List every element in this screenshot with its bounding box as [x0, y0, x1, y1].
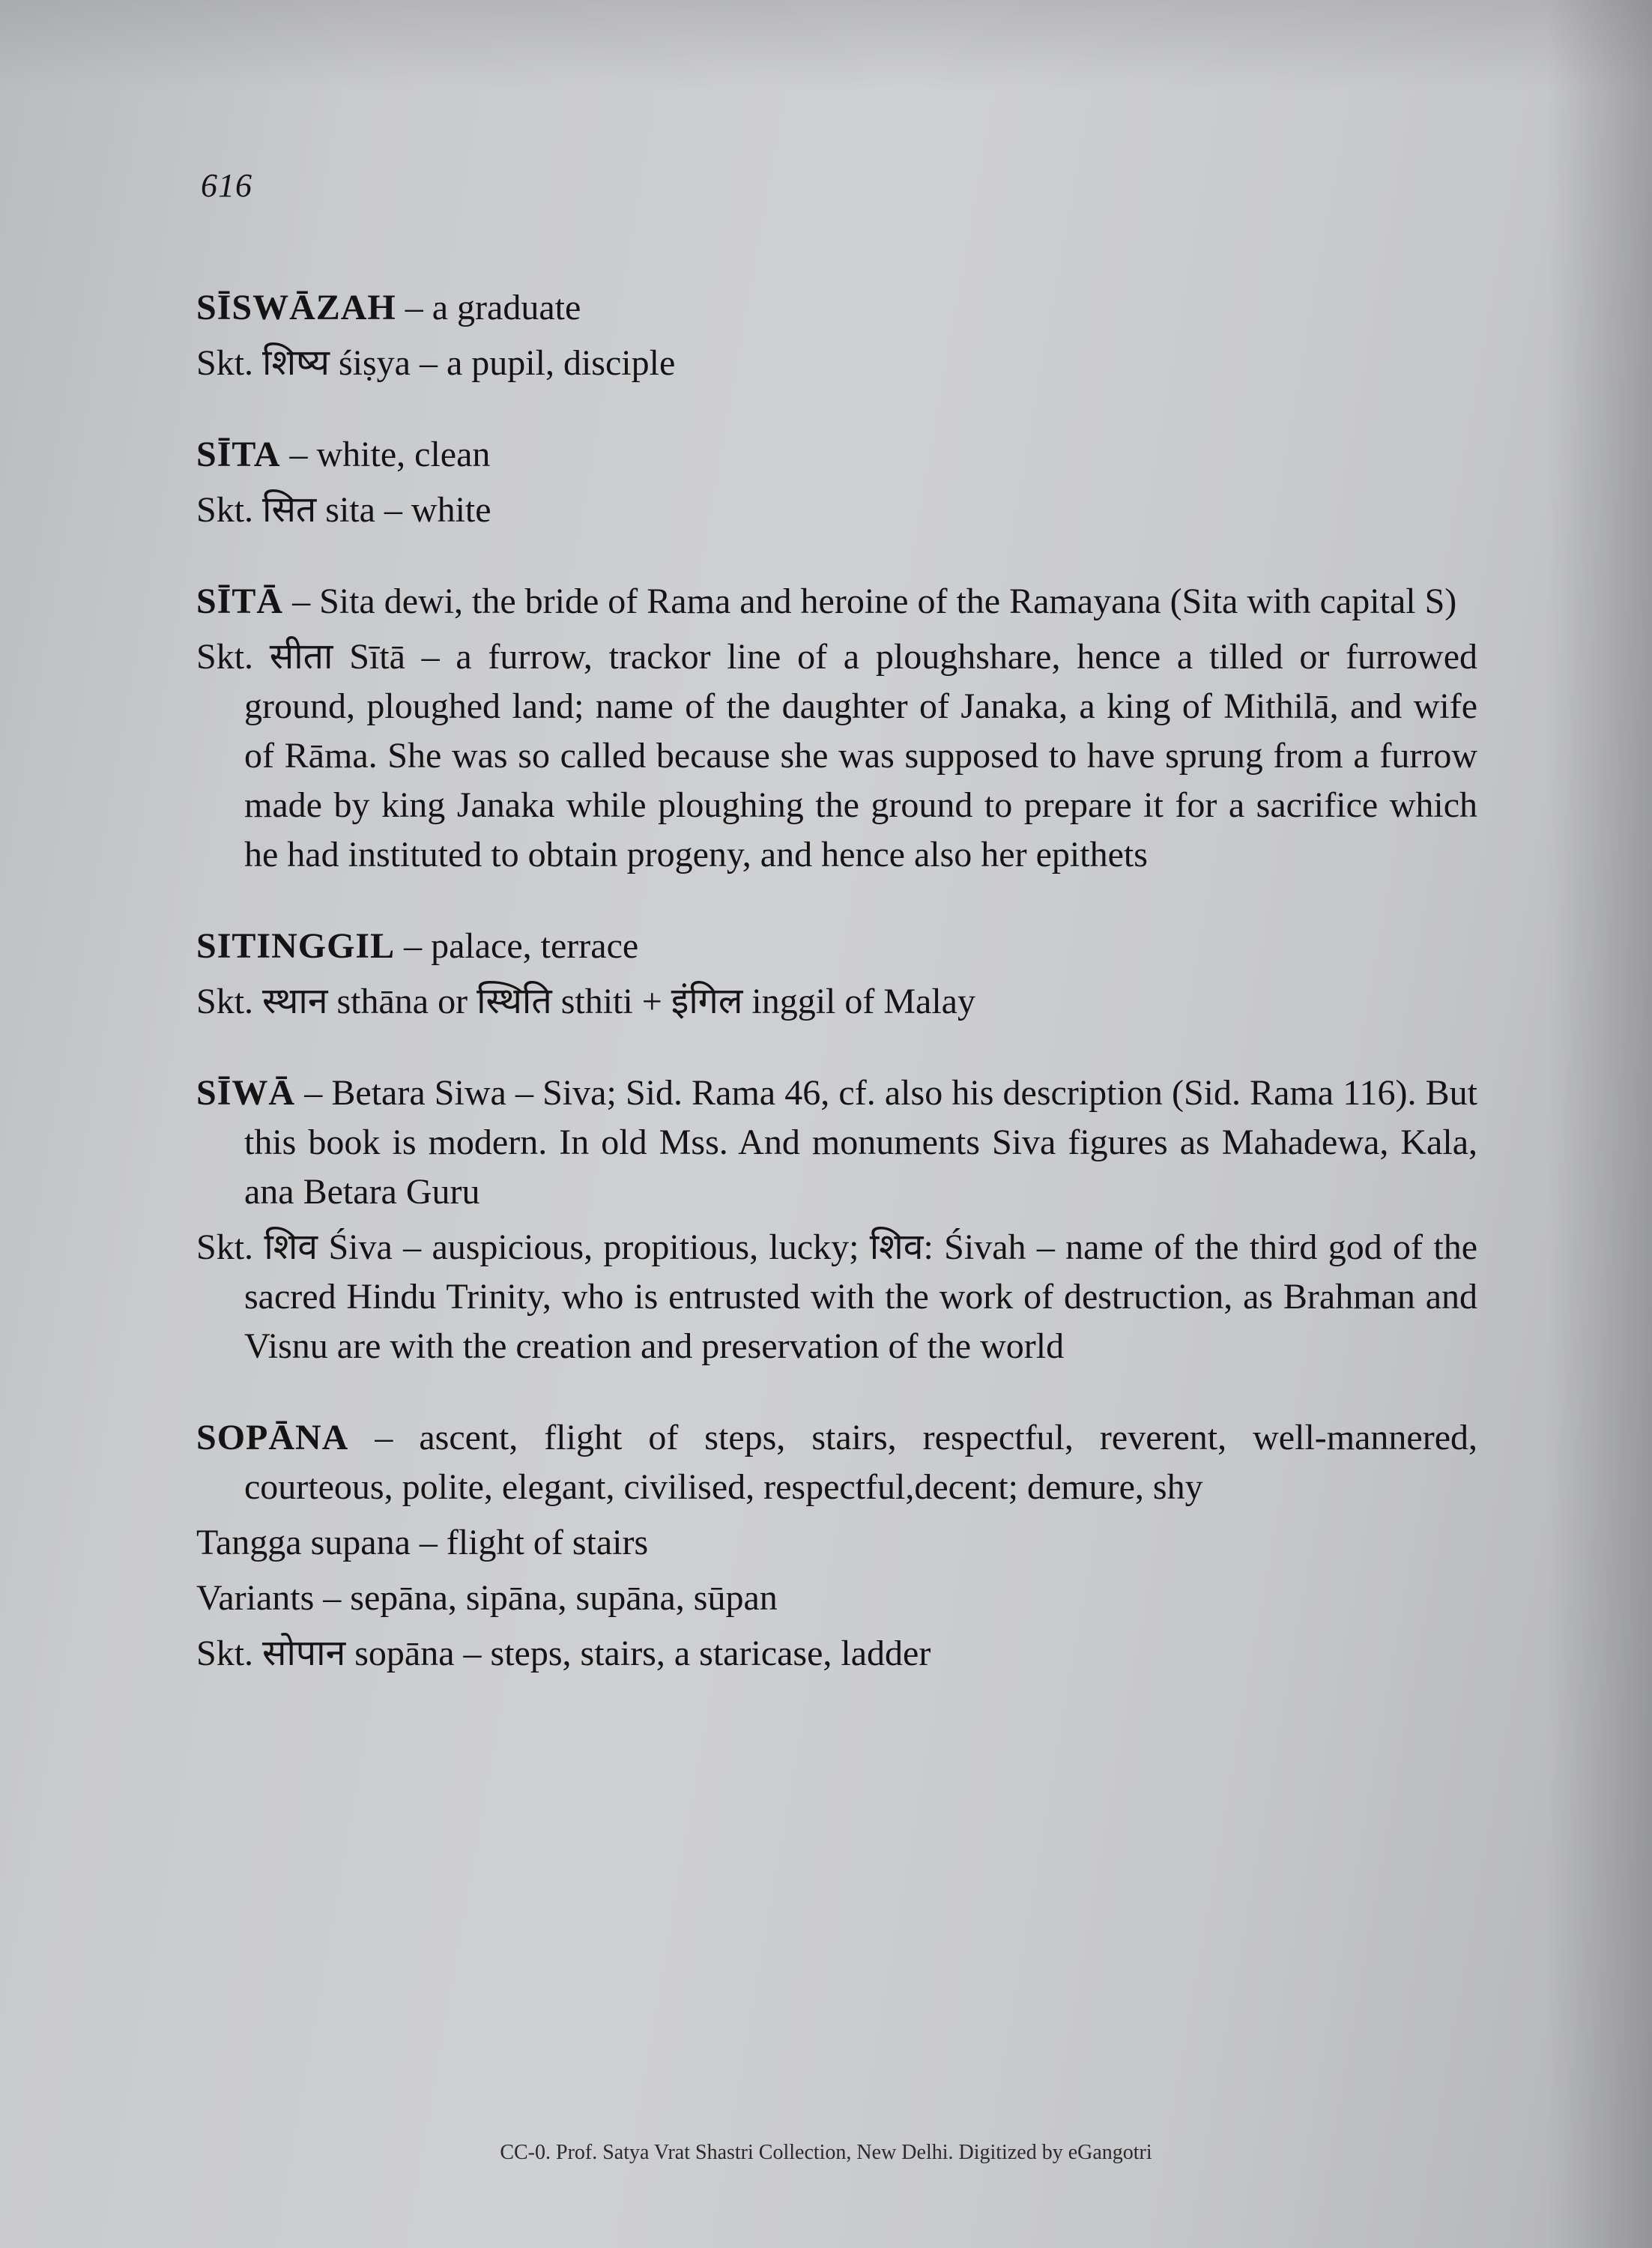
page-number: 616	[201, 167, 252, 204]
headword: SĪTĀ	[196, 581, 284, 621]
etymology-line: Skt. शिष्य śiṣya – a pupil, disciple	[196, 343, 676, 383]
headword: SITINGGIL	[196, 926, 396, 966]
digitization-credit: CC-0. Prof. Satya Vrat Shastri Collection, New Delhi. Digitized by eGangotri	[500, 2141, 1152, 2164]
entry-sita-dewi	[196, 577, 1477, 880]
gloss: – a graduate	[396, 288, 581, 327]
headword: SĪWĀ	[196, 1073, 296, 1113]
etymology-line: Skt. सीता Sītā – a furrow, trackor line of a ploughshare, hence a tilled or furrowed ground, ploughed land; name of the daughter of Janaka, a king of Mithilā, and wife of Rāma. She was so called because she was supposed to have sprung from a furrow made by king Janaka while ploughing the ground to prepare it for a sacrifice which he had instituted to obtain progeny, and hence also her epithets	[196, 637, 1477, 874]
page-shadow-right	[1547, 0, 1652, 2248]
entry-heading	[196, 430, 1477, 480]
headword: SOPĀNA	[196, 1418, 349, 1457]
etymology-line: Skt. सोपान sopāna – steps, stairs, a staricase, ladder	[196, 1634, 931, 1673]
page-shadow-top	[0, 0, 1652, 90]
entry-heading	[196, 283, 1477, 333]
gloss: – ascent, flight of steps, stairs, respectful, reverent, well-mannered, courteous, polite, elegant, civilised, respectful,decent; demure, shy	[244, 1418, 1477, 1507]
variants-line: Variants – sepāna, sipāna, supāna, sūpan	[196, 1578, 778, 1618]
entry-heading	[196, 1069, 1477, 1217]
etymology-line: Skt. शिव Śiva – auspicious, propitious, lucky; शिव: Śivah – name of the third god of the sacred Hindu Trinity, who is entrusted with the work of destruction, as Brahman and Visnu are with the creation and preservation of the world	[196, 1227, 1477, 1366]
gloss: – Betara Siwa – Siva; Sid. Rama 46, cf. also his description (Sid. Rama 116). But this book is modern. In old Mss. And monuments Siva figures as Mahadewa, Kala, ana Betara Guru	[244, 1073, 1477, 1212]
headword: SĪTA	[196, 435, 281, 474]
etymology-line: Skt. स्थान sthāna or स्थिति sthiti + इंगिल inggil of Malay	[196, 982, 975, 1021]
dictionary-entries	[196, 283, 1477, 1720]
gloss: – white, clean	[280, 435, 491, 474]
entry-heading	[196, 1413, 1477, 1512]
entry-sitinggil	[196, 922, 1477, 1027]
headword: SĪSWĀZAH	[196, 288, 396, 327]
entry-sopana	[196, 1413, 1477, 1679]
entry-heading	[196, 577, 1477, 626]
entry-siwa	[196, 1069, 1477, 1371]
etymology-line: Skt. सित sita – white	[196, 490, 491, 530]
entry-sita-white	[196, 430, 1477, 535]
entry-siswazah	[196, 283, 1477, 388]
gloss: – Sita dewi, the bride of Rama and heroine of the Ramayana (Sita with capital S)	[283, 581, 1457, 621]
entry-heading	[196, 922, 1477, 971]
gloss: – palace, terrace	[395, 926, 639, 966]
usage-line: Tangga supana – flight of stairs	[196, 1523, 649, 1562]
